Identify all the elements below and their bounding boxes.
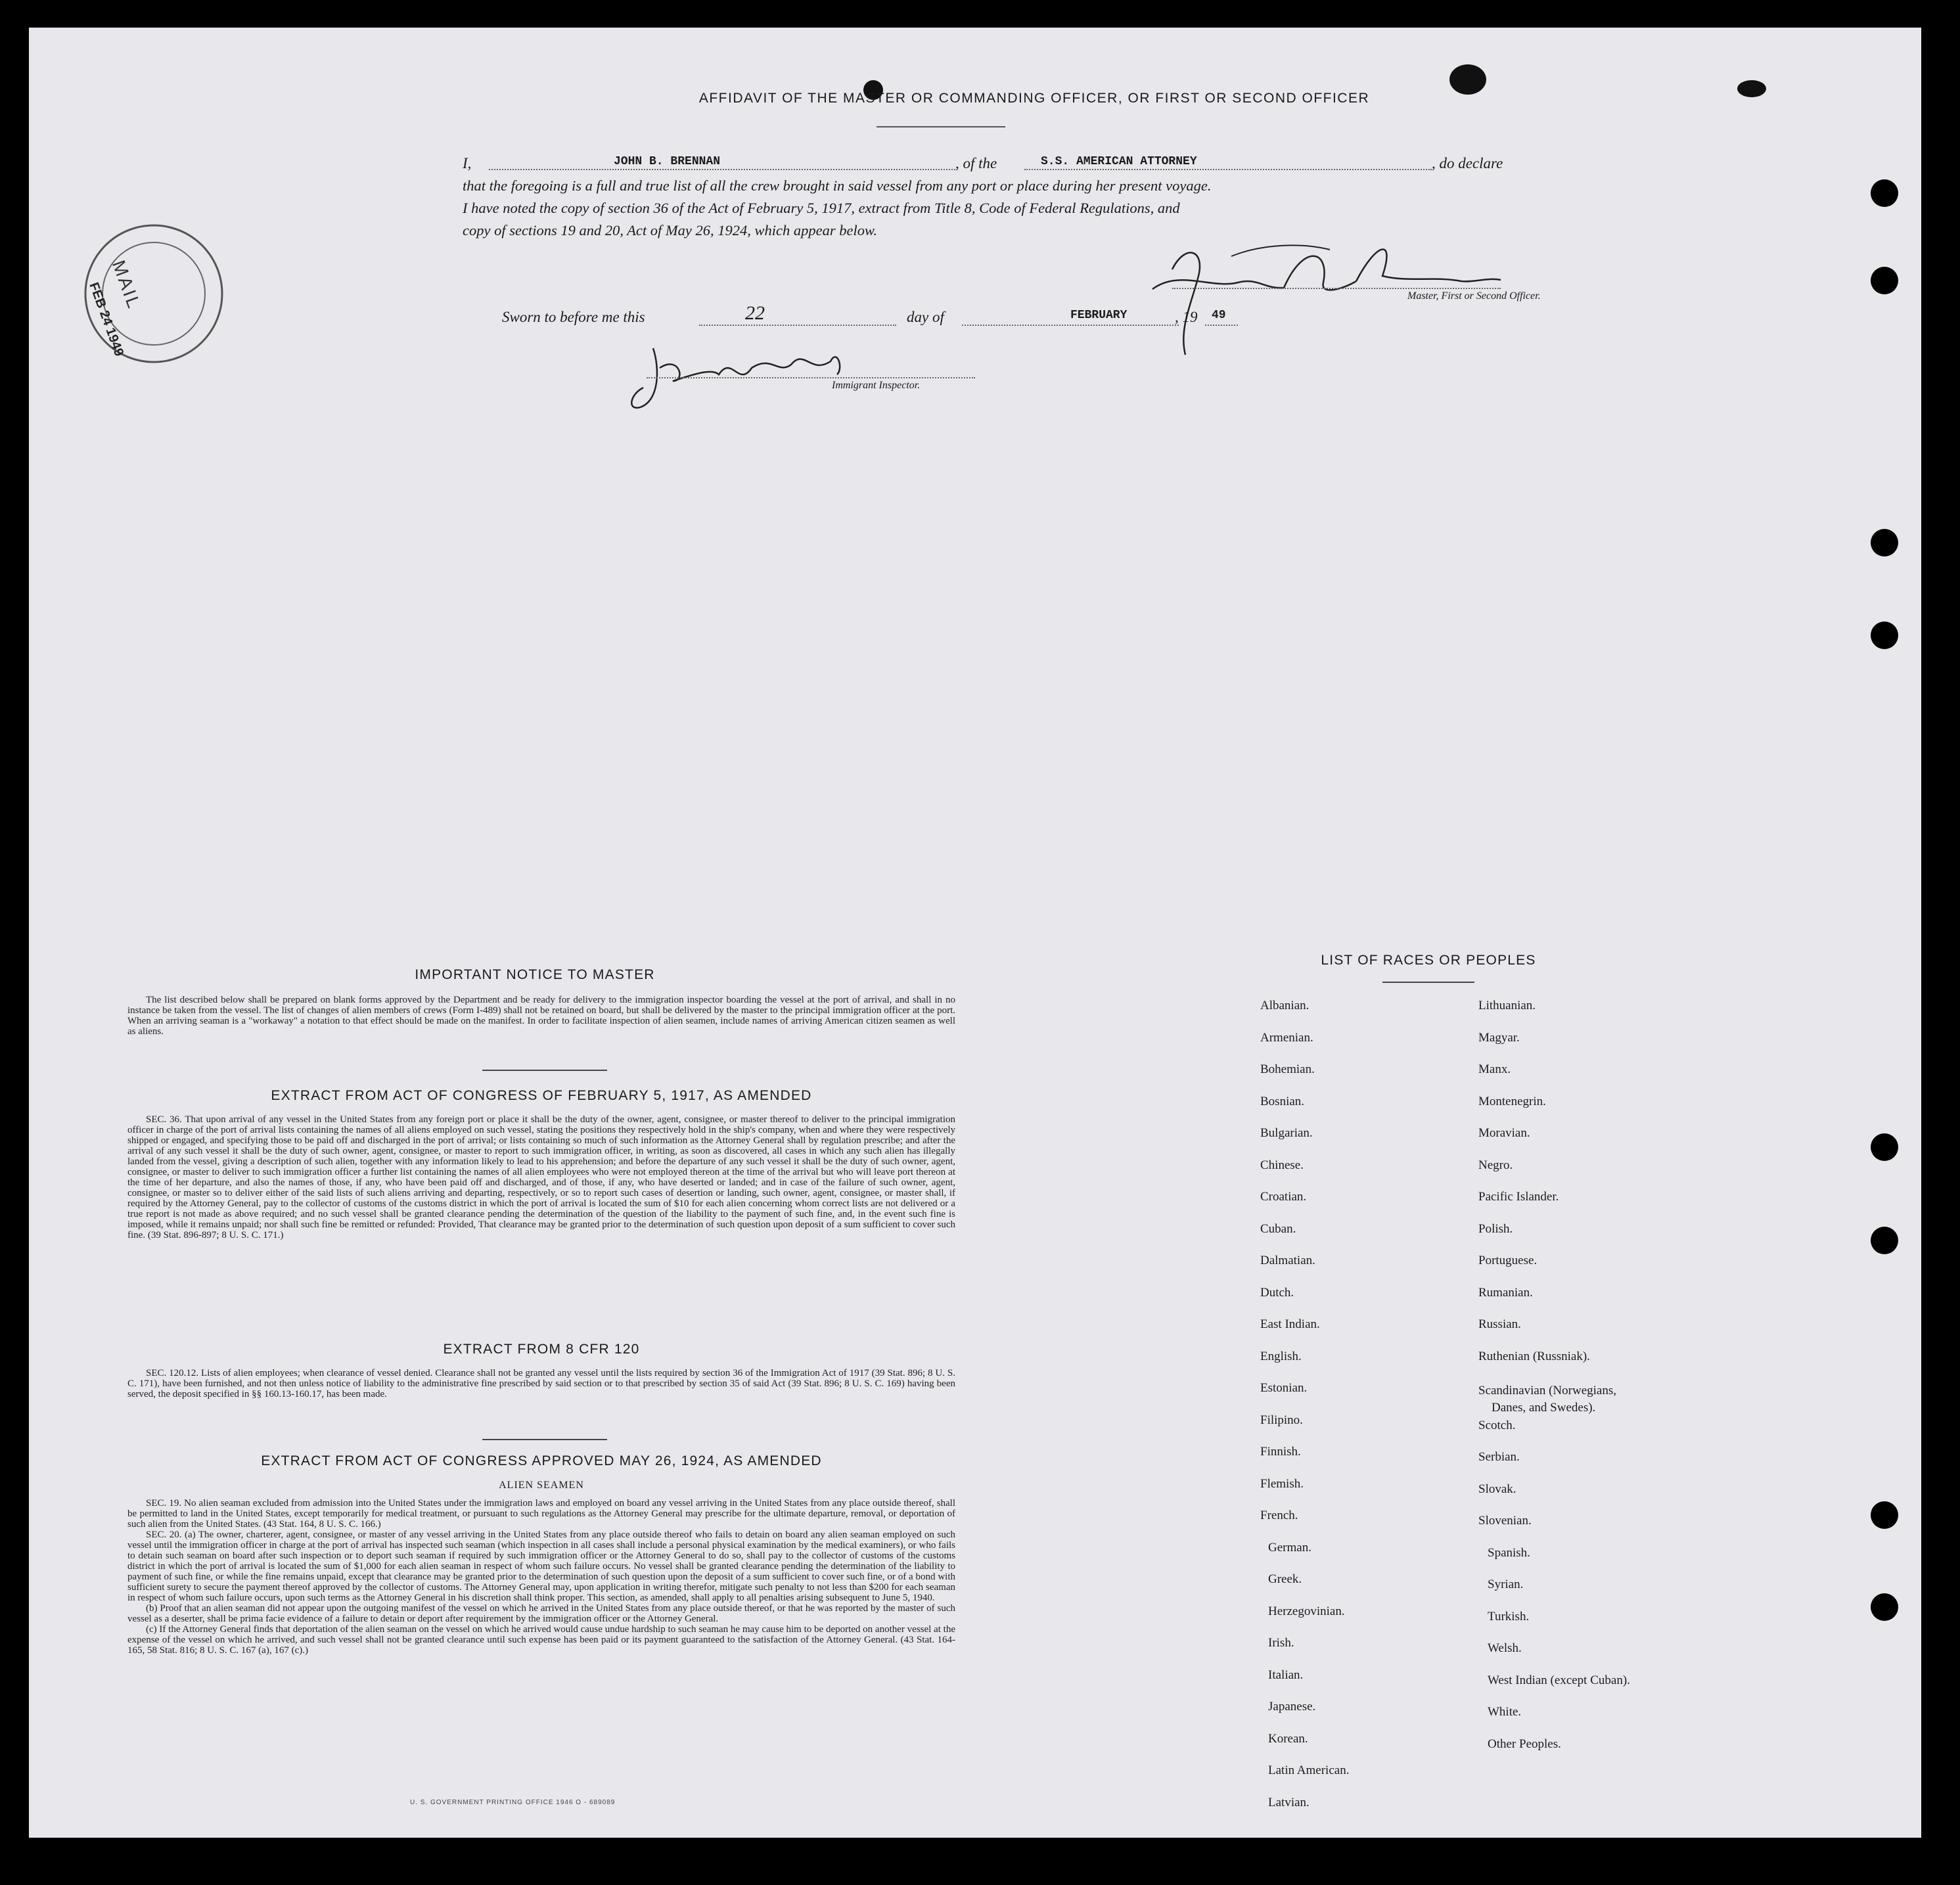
extract3-sec20b: (b) Proof that an alien seaman did not appear upon the outgoing manifest of the vessel on which he arrived in the United States from any place outside thereof, or that he was reported by the master of such vessel as a deserter, shall be prima facie evidence of a failure to detain or deport after requirement by the immigration officer or the Attorney General. <box>127 1603 955 1624</box>
master-caption: Master, First or Second Officer. <box>1407 290 1541 302</box>
race-item: Dutch. <box>1260 1285 1294 1300</box>
affidavit-line-3: I have noted the copy of section 36 of the Act of February 5, 1917, extract from Title 8, Code of Federal Regulations, and <box>463 200 1180 216</box>
race-item: Latvian. <box>1268 1795 1310 1809</box>
race-item: Armenian. <box>1260 1030 1313 1045</box>
race-item: English. <box>1260 1349 1302 1363</box>
printer-imprint: U. S. GOVERNMENT PRINTING OFFICE 1946 O - 689089 <box>410 1799 616 1806</box>
master-signature-line <box>1172 288 1501 289</box>
race-item: Moravian. <box>1478 1126 1530 1140</box>
race-item: Scotch. <box>1478 1418 1516 1432</box>
affidavit-i: I, <box>463 155 472 171</box>
extract1-text: SEC. 36. That upon arrival of any vessel in the United States from any foreign port or place it shall be the duty of the owner, agent, consignee, or master thereof to deliver to the principal immigration officer in charge of the port of arrival lists containing the names of all aliens employed on such vessel, stating the positions they respectively hold in the ship's company, when and where they were respectively shipped or engaged, and specifying those to be paid off and discharged in the port of arrival; or lists containing so much of such information as the Attorney General shall by regulation prescribe; and after the arrival of any such vessel it shall be the duty of such owner, agent, consignee, or master to report to such immigration officer, in writing, as soon as discovered, all cases in which any such alien has illegally landed from the vessel, giving a description of such alien, together with any information likely to lead to his apprehension; and before the departure of any such vessel it shall be the duty of such owner, agent, consignee, or master to deliver to such immigration officer a further list containing the names of all alien employees who were not employed thereon at the time of the arrival but who will leave port thereon at the time of her departure, and also the names of those, if any, who have been paid off and discharged, and of those, if any, who have deserted or landed; and in case of the failure of such owner, agent, consignee, or master so to deliver either of the said lists of such aliens arriving and departing, respectively, or so to report such cases of desertion or landing, such owner, agent, consignee, or master shall, if required by the Attorney General, pay to the collector of customs of the customs district in which the port of arrival is located the sum of $10 for each alien concerning whom correct lists are not delivered or a true report is not made as above required; and no such vessel shall be granted clearance pending the determination of the question of the liability to the payment of such fine, and, in the event such fine is imposed, while it remains unpaid; nor shall such fine be remitted or refunded: Provided, That clearance may be granted prior to the determination of such question upon deposit of a sum sufficient to cover such fine. (39 Stat. 896-897; 8 U. S. C. 171.) <box>127 1114 955 1240</box>
race-item: Magyar. <box>1478 1030 1520 1045</box>
race-item: Turkish. <box>1488 1609 1530 1624</box>
day-value: 22 <box>745 302 765 324</box>
race-item: German. <box>1268 1540 1311 1555</box>
race-item: East Indian. <box>1260 1317 1320 1331</box>
race-item: Flemish. <box>1260 1476 1304 1491</box>
day-of-text: day of <box>907 309 944 325</box>
race-item: Portuguese. <box>1478 1254 1538 1267</box>
race-item: Croatian. <box>1260 1190 1307 1204</box>
punch-hole <box>1871 1133 1898 1161</box>
race-item: Chinese. <box>1260 1158 1304 1172</box>
year-value: 49 <box>1212 309 1226 322</box>
race-item: Bulgarian. <box>1260 1126 1313 1140</box>
divider <box>1382 982 1474 983</box>
punch-hole <box>1871 1501 1898 1529</box>
stamp-mail: MAIL <box>108 258 145 313</box>
sworn-text: Sworn to before me this <box>502 309 645 325</box>
race-item: Bohemian. <box>1260 1062 1315 1076</box>
day-line <box>699 325 896 326</box>
name-line <box>489 169 955 170</box>
race-item: Syrian. <box>1488 1578 1524 1591</box>
extract2-title: EXTRACT FROM 8 CFR 120 <box>443 1342 640 1357</box>
extract3-sec19: SEC. 19. No alien seaman excluded from admission into the United States under the immigration laws and employed on board any vessel arriving in the United States from any place outside thereof, shall be permitted to land in the United States, except temporarily for medical treatment, or pursuant to such regulations as the Attorney General may prescribe for the ultimate departure, removal, or deportation of such alien from the United States. (43 Stat. 164, 8 U. S. C. 166.) <box>127 1498 955 1530</box>
race-item: Estonian. <box>1260 1381 1308 1395</box>
divider <box>482 1070 607 1071</box>
race-item: Negro. <box>1478 1158 1513 1172</box>
race-item: Other Peoples. <box>1488 1737 1561 1751</box>
race-item: Ruthenian (Russniak). <box>1478 1349 1590 1363</box>
inspector-caption: Immigrant Inspector. <box>832 380 921 391</box>
race-item: Pacific Islander. <box>1478 1190 1559 1204</box>
race-item: Spanish. <box>1488 1545 1530 1560</box>
declarant-name: JOHN B. BRENNAN <box>614 155 721 168</box>
race-item: Korean. <box>1268 1731 1308 1746</box>
extract2-text: SEC. 120.12. Lists of alien employees; when clearance of vessel denied. Clearance shall not be granted any vessel until the lists required by section 36 of the Immigration Act of 1917 (39 Stat. 896; 8 U. S. C. 171), have been furnished, and not then unless notice of liability to the administrative fine prescribed by said section or to that prescribed by section 35 of said Act (39 Stat. 896; 8 U. S. C. 169) having been served, the deposit specified in §§ 160.13-160.17, has been made. <box>127 1368 955 1399</box>
race-item: Cuban. <box>1260 1221 1296 1236</box>
ink-blot <box>1737 80 1766 97</box>
extract3-sec20c: (c) If the Attorney General finds that deportation of the alien seaman on the vessel on which he arrived would cause undue hardship to such seaman he may cause him to be deported on another vessel at the expense of the vessel on which he arrived, and such vessel shall not be granted clearance until such expense has been paid or its payment guaranteed to the satisfaction of the Attorney General. (43 Stat. 164-165, 58 Stat. 816; 8 U. S. C. 167 (a), 167 (c).) <box>127 1624 955 1656</box>
race-item: Bosnian. <box>1260 1094 1305 1108</box>
punch-hole <box>1871 1227 1898 1254</box>
punch-hole <box>1871 179 1898 207</box>
race-item: Finnish. <box>1260 1445 1301 1459</box>
race-item: Danes, and Swedes). <box>1492 1401 1596 1415</box>
inspector-signature-line <box>647 377 975 378</box>
month-line <box>962 325 1179 326</box>
punch-hole <box>1871 622 1898 649</box>
race-item: Rumanian. <box>1478 1285 1533 1300</box>
extract3-subtitle: ALIEN SEAMEN <box>499 1480 584 1491</box>
race-item: Irish. <box>1268 1636 1294 1650</box>
races-title: LIST OF RACES OR PEOPLES <box>1321 953 1536 968</box>
year-line <box>1205 325 1238 326</box>
vessel-name: S.S. AMERICAN ATTORNEY <box>1041 155 1197 168</box>
affidavit-line-4: copy of sections 19 and 20, Act of May 26, 1924, which appear below. <box>463 222 877 238</box>
extract3-sec20a: SEC. 20. (a) The owner, charterer, agent, consignee, or master of any vessel arriving in the United States from any place outside thereof who fails to detain on board any alien seaman employed on such vessel until the immigration officer in charge at the port of arrival has inspected such seaman (which inspection in all cases shall include a personal physical examination by the medical examiners), or who fails to detain such seaman on board after such inspection or to deport such seaman if required by such immigration officer or the Attorney General to do so, shall pay to the collector of customs of the customs district in which the port of arrival is located the sum of $1,000 for each alien seaman in respect of whom such failure occurs. No vessel shall be granted clearance pending the determination of the liability to payment of such fine, or while the fine remains unpaid, except that clearance may be granted prior to the determination of such question upon the deposit of a sum sufficient to cover such fine, or of a bond with sufficient surety to secure the payment thereof approved by the collector of customs. The Attorney General may, upon application in writing therefor, mitigate such penalty to not less than $200 for each seaman in respect of whom such failure occurs, upon such terms as the Attorney General in his discretion shall think proper. This section, as amended, shall apply to all penalties arising subsequent to June 5, 1940. <box>127 1530 955 1603</box>
race-item: Herzegovinian. <box>1268 1604 1345 1618</box>
race-item: White. <box>1488 1705 1522 1719</box>
notice-body <box>127 995 955 1037</box>
race-item: Welsh. <box>1488 1641 1522 1655</box>
punch-hole <box>1871 1593 1898 1621</box>
affidavit-do-declare: , do declare <box>1432 155 1503 171</box>
extract1-title: EXTRACT FROM ACT OF CONGRESS OF FEBRUARY 5, 1917, AS AMENDED <box>271 1088 812 1103</box>
notice-text: The list described below shall be prepared on blank forms approved by the Department and be ready for delivery to the immigration inspector boarding the vessel at the port of arrival, and shall in no instance be taken from the vessel. The list of changes of alien members of crews (Form I-489) shall not be retained on board, but shall be delivered by the master to the principal immigration officer at the port. When an arriving seaman is a "workaway" a notation to that effect should be made on the manifest. In order to facilitate inspection of alien seamen, include names of arriving American citizen seamen as well as aliens. <box>127 995 955 1037</box>
race-item: French. <box>1260 1509 1298 1522</box>
master-signature <box>1133 204 1527 368</box>
stamp-date: FEB 24 1949 <box>86 281 127 359</box>
race-item: Manx. <box>1478 1062 1511 1076</box>
notice-title: IMPORTANT NOTICE TO MASTER <box>415 967 655 982</box>
affidavit-of-the: , of the <box>955 155 997 171</box>
race-item: Slovenian. <box>1478 1514 1532 1528</box>
race-item: Latin American. <box>1268 1763 1350 1777</box>
month-value: FEBRUARY <box>1070 309 1128 322</box>
race-item: Polish. <box>1478 1221 1513 1236</box>
extract3-title: EXTRACT FROM ACT OF CONGRESS APPROVED MAY 26, 1924, AS AMENDED <box>261 1453 822 1468</box>
document-page <box>29 28 1921 1838</box>
race-item: Dalmatian. <box>1260 1254 1315 1267</box>
extract3-body <box>127 1498 955 1656</box>
race-item: Italian. <box>1268 1668 1304 1682</box>
inspector-signature <box>614 329 863 420</box>
race-item: Russian. <box>1478 1317 1521 1331</box>
divider <box>877 126 1005 127</box>
race-item: Filipino. <box>1260 1413 1303 1427</box>
race-item: Japanese. <box>1268 1700 1316 1714</box>
race-item: Lithuanian. <box>1478 999 1536 1012</box>
race-item: Serbian. <box>1478 1450 1520 1464</box>
affidavit-line-2: that the foregoing is a full and true list of all the crew brought in said vessel from any port or place during her present voyage. <box>463 177 1212 194</box>
divider <box>482 1439 607 1440</box>
race-item: Greek. <box>1268 1572 1302 1586</box>
vessel-line <box>1024 169 1432 170</box>
extract1-body <box>127 1114 955 1240</box>
extract2-body <box>127 1368 955 1399</box>
race-item: Montenegrin. <box>1478 1094 1546 1108</box>
punch-hole <box>1871 267 1898 294</box>
punch-hole <box>1871 529 1898 556</box>
race-item: Slovak. <box>1478 1482 1516 1496</box>
affidavit-title: AFFIDAVIT OF THE MASTER OR COMMANDING OFFICER, OR FIRST OR SECOND OFFICER <box>698 91 1370 106</box>
race-item: West Indian (except Cuban). <box>1488 1673 1630 1687</box>
year-prefix: , 19 <box>1175 309 1198 325</box>
race-item: Scandinavian (Norwegians, <box>1478 1384 1616 1397</box>
race-item: Albanian. <box>1260 999 1310 1012</box>
